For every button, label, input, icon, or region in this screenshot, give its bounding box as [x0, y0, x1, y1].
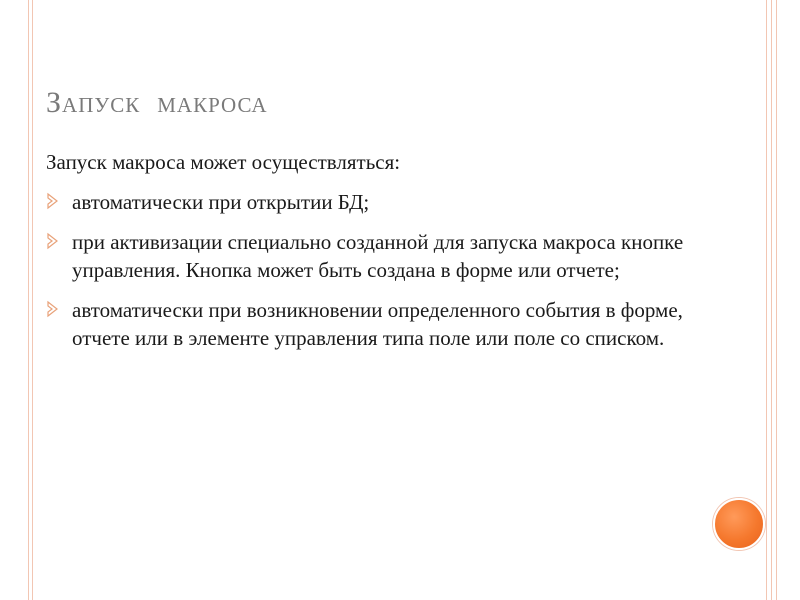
intro-text: Запуск макроса может осуществляться: — [46, 150, 401, 174]
right-border-line-b — [771, 0, 772, 600]
hollow-arrow-bullet-icon — [46, 231, 60, 251]
right-border-line-a — [766, 0, 767, 600]
hollow-arrow-bullet-icon — [46, 191, 60, 211]
hollow-arrow-bullet-icon — [46, 299, 60, 319]
bullet-text: автоматически при возникновении определенного события в форме, отчете или в элементе управления типа поле или поле со списком. — [72, 298, 683, 350]
bullet-item — [46, 188, 686, 216]
left-border-line-inner — [0, 0, 33, 600]
slide-title: Запуск макроса — [46, 86, 268, 119]
bullet-item — [46, 228, 686, 284]
bullet-text: при активизации специально созданной для запуска макроса кнопке управления. Кнопка может быть создана в форме или отчете; — [72, 230, 684, 282]
bullet-item — [46, 296, 686, 352]
orange-circle-decoration — [713, 498, 765, 550]
slide-content — [46, 148, 686, 364]
right-border-line-c — [776, 0, 777, 600]
bullet-text: автоматически при открытии БД; — [72, 190, 370, 214]
